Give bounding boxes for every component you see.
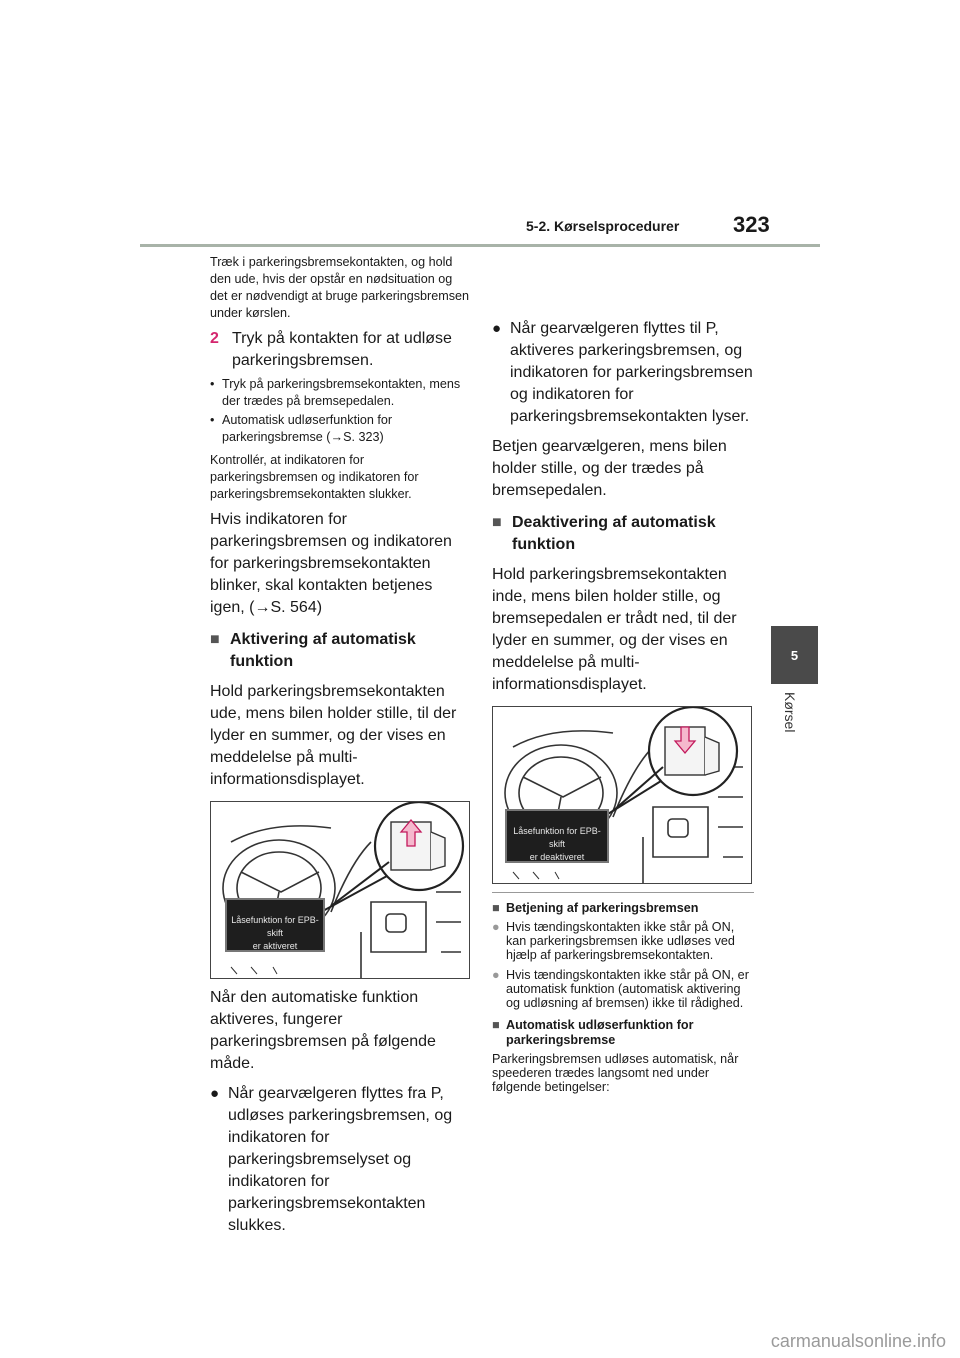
bullet-icon: •: [210, 377, 215, 391]
square-bullet-icon: ■: [492, 901, 500, 915]
chapter-label: Kørsel: [782, 692, 798, 733]
activate-text: Hold parkeringsbremsekontakten ude, mens bilen holder stille, til der lyder en summer, og der vises en meddelelse på multi-informationsdisplayet.: [210, 683, 457, 788]
list-item: ● Hvis tændingskontakten ikke står på ON, kan parkeringsbremsen ikke udløses ved hjælp af parkeringsbremsekontakten.: [492, 920, 735, 962]
heading-deactivate: ■ Deaktivering af automatisk funktion: [492, 512, 754, 556]
figure-activation: [210, 801, 470, 979]
section-title: 5-2. Kørselsprocedurer: [526, 218, 680, 234]
bullet-icon: ●: [492, 920, 500, 934]
info-display: [505, 809, 609, 863]
deactivate-text: Hold parkeringsbremsekontakten inde, mens bilen holder stille, og bremsepedalen er trådt ned, til der lyder en summer, og der vises en meddelelse på multi-informationsdisplayet.: [492, 566, 737, 693]
after-figure-text: Når den automatiske funktion aktiveres, fungerer parkeringsbremsen på følgende måde.: [210, 989, 436, 1072]
square-bullet-icon: ■: [492, 514, 502, 531]
left-column: [210, 254, 470, 1245]
chapter-number: 5: [790, 647, 799, 663]
step-text: Tryk på kontakten for at udløse parkeringsbremsen.: [232, 330, 452, 369]
step-number: 2: [210, 330, 219, 347]
list-item: ● Hvis tændingskontakten ikke står på ON, er automatisk funktion (automatisk aktivering og udløsning af bremsen) ikke til rådighed.: [492, 968, 749, 1010]
info-display: [225, 898, 325, 952]
heading-activate: ■ Aktivering af automatisk funktion: [210, 629, 470, 673]
square-bullet-icon: ■: [492, 1018, 500, 1032]
note-heading-operation: ■ Betjening af parkeringsbremsen: [492, 901, 699, 915]
display-line-2: er deaktiveret: [529, 852, 585, 862]
check-text: Kontrollér, at indikatoren for parkeringsbremsen og indikatoren for parkeringsbremsekontakten slukker.: [210, 453, 419, 501]
watermark: carmanualsonline.info: [770, 1331, 946, 1351]
chapter-tab[interactable]: [771, 626, 818, 684]
bullet-icon: ●: [210, 1085, 220, 1102]
display-line-1: Låsefunktion for EPB-skift: [231, 915, 319, 938]
operate-text: Betjen gearvælgeren, mens bilen holder stille, og der trædes på bremsepedalen.: [492, 438, 727, 499]
display-line-2: er aktiveret: [252, 941, 298, 951]
page-number: 323: [733, 212, 770, 237]
blink-text: Hvis indikatoren for parkeringsbremsen og indikatoren for parkeringsbremsekontakten blinker, skal kontakten betjenes igen, (→S. 564): [210, 511, 452, 616]
intro-text: Træk i parkeringsbremsekontakten, og hold den ude, hvis der opstår en nødsituation og det er nødvendigt at bruge parkeringsbremsen under kørslen.: [210, 255, 470, 320]
note-heading-auto-release: ■ Automatisk udløserfunktion for parkeringsbremse: [492, 1018, 694, 1047]
step-2: [210, 328, 470, 372]
figure-deactivation: [492, 706, 752, 884]
display-line-1: Låsefunktion for EPB-skift: [513, 826, 601, 849]
list-item: • Automatisk udløserfunktion for parkeringsbremse (→S. 323): [210, 413, 393, 444]
notes-divider: [492, 892, 754, 893]
list-item: ● Når gearvælgeren flyttes fra P, udløses parkeringsbremsen, og indikatoren for parkeringsbremselyset og indikatoren for parkeringsbremsekontakten slukkes.: [210, 1083, 470, 1237]
bullet-icon: •: [210, 413, 215, 427]
list-item: • Tryk på parkeringsbremsekontakten, mens der trædes på bremsepedalen.: [210, 377, 461, 408]
header-divider: [140, 244, 820, 247]
note-auto-release-text: Parkeringsbremsen udløses automatisk, når speederen trædes langsomt ned under følgende betingelser:: [492, 1052, 739, 1094]
bullet-icon: ●: [492, 968, 500, 982]
list-item: ● Når gearvælgeren flyttes til P, aktiveres parkeringsbremsen, og indikatoren for parkeringsbremsen og indikatoren for parkeringsbremsekontakten lyser.: [492, 318, 754, 428]
right-column: [492, 254, 754, 1100]
bullet-icon: ●: [492, 320, 502, 337]
square-bullet-icon: ■: [210, 631, 220, 648]
